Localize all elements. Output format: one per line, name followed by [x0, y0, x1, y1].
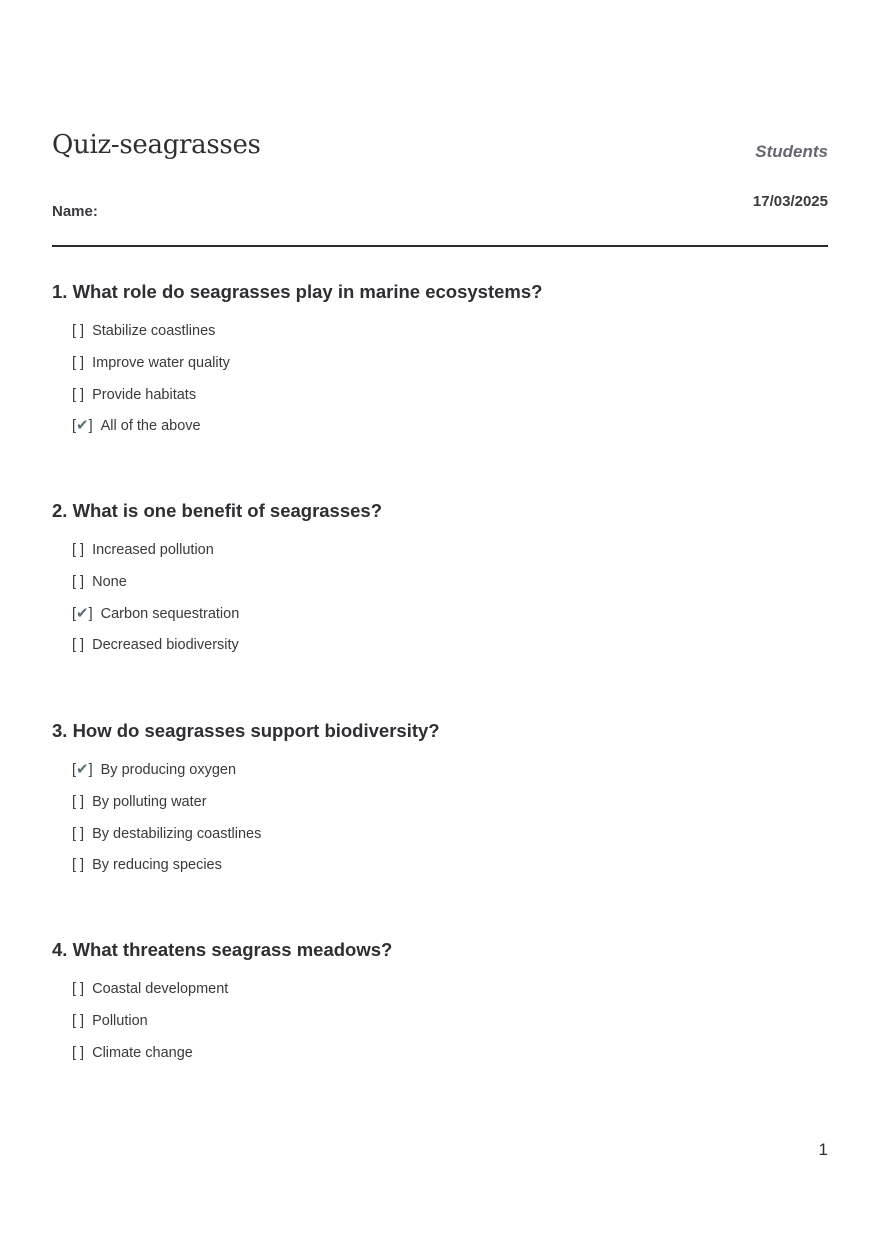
option-label: Carbon sequestration [100, 605, 240, 622]
checkbox[interactable]: [ ] [72, 981, 85, 997]
checkbox[interactable]: [ ] [72, 386, 85, 403]
check-icon: ✔ [76, 761, 89, 778]
option-item[interactable] [72, 1011, 228, 1043]
header-divider [52, 245, 828, 247]
check-icon: ✔ [76, 604, 89, 622]
option-label: Increased pollution [92, 542, 214, 558]
checkbox[interactable]: [ ] [72, 1012, 85, 1029]
quiz-date: 17/03/2025 [752, 193, 828, 210]
checkbox[interactable]: [ ] [72, 825, 85, 842]
option-label: Stabilize coastlines [92, 323, 216, 339]
option-label: By producing oxygen [100, 762, 237, 778]
option-label: By polluting water [92, 793, 207, 810]
option-item[interactable] [72, 760, 261, 792]
option-item[interactable] [72, 572, 239, 604]
option-label: Pollution [92, 1012, 148, 1029]
option-label: Decreased biodiversity [92, 637, 239, 654]
option-label: Climate change [92, 1044, 193, 1061]
option-label: By destabilizing coastlines [92, 825, 262, 842]
option-list [72, 979, 228, 1074]
checkbox[interactable]: [ ] [72, 793, 85, 810]
question-3 [52, 719, 828, 874]
checkbox[interactable]: [ ] [72, 542, 85, 558]
checkbox[interactable]: [ ] [72, 354, 85, 371]
checkbox[interactable]: [ ] [72, 573, 85, 590]
audience-label: Students [755, 142, 828, 161]
option-list [72, 321, 230, 448]
quiz-title: Quiz-seagrasses [52, 130, 261, 160]
option-item[interactable] [72, 540, 239, 572]
option-label: None [92, 573, 127, 590]
name-field-label: Name: [52, 203, 98, 220]
question-title: 1. What role do seagrasses play in marine ecosystems? [52, 281, 543, 302]
question-1 [52, 280, 828, 435]
question-4 [52, 938, 828, 1061]
option-label: All of the above [100, 418, 201, 435]
option-item[interactable] [72, 416, 230, 448]
option-label: Provide habitats [92, 386, 197, 403]
question-title: 4. What threatens seagrass meadows? [52, 939, 393, 960]
option-item[interactable] [72, 604, 239, 636]
option-item[interactable] [72, 979, 228, 1011]
checkbox[interactable]: [✔] [72, 417, 93, 435]
option-item[interactable] [72, 635, 239, 667]
option-item[interactable] [72, 824, 261, 856]
option-label: By reducing species [92, 857, 222, 874]
option-item[interactable] [72, 792, 261, 824]
option-item[interactable] [72, 855, 261, 887]
checkbox[interactable]: [ ] [72, 857, 85, 874]
option-list [72, 540, 239, 667]
checkbox[interactable]: [ ] [72, 323, 85, 339]
check-icon: ✔ [76, 417, 89, 435]
option-list [72, 760, 261, 887]
question-title: 2. What is one benefit of seagrasses? [52, 500, 383, 521]
option-item[interactable] [72, 385, 230, 417]
option-item[interactable] [72, 321, 230, 353]
option-label: Coastal development [92, 981, 229, 997]
option-item[interactable] [72, 1043, 228, 1075]
option-label: Improve water quality [92, 354, 230, 371]
checkbox[interactable]: [ ] [72, 637, 85, 654]
question-title: 3. How do seagrasses support biodiversity? [52, 720, 440, 741]
checkbox[interactable]: [✔] [72, 604, 93, 622]
question-2 [52, 499, 828, 654]
checkbox[interactable]: [ ] [72, 1044, 85, 1061]
checkbox[interactable]: [✔] [72, 761, 93, 778]
option-item[interactable] [72, 353, 230, 385]
page-number: 1 [818, 1140, 828, 1159]
